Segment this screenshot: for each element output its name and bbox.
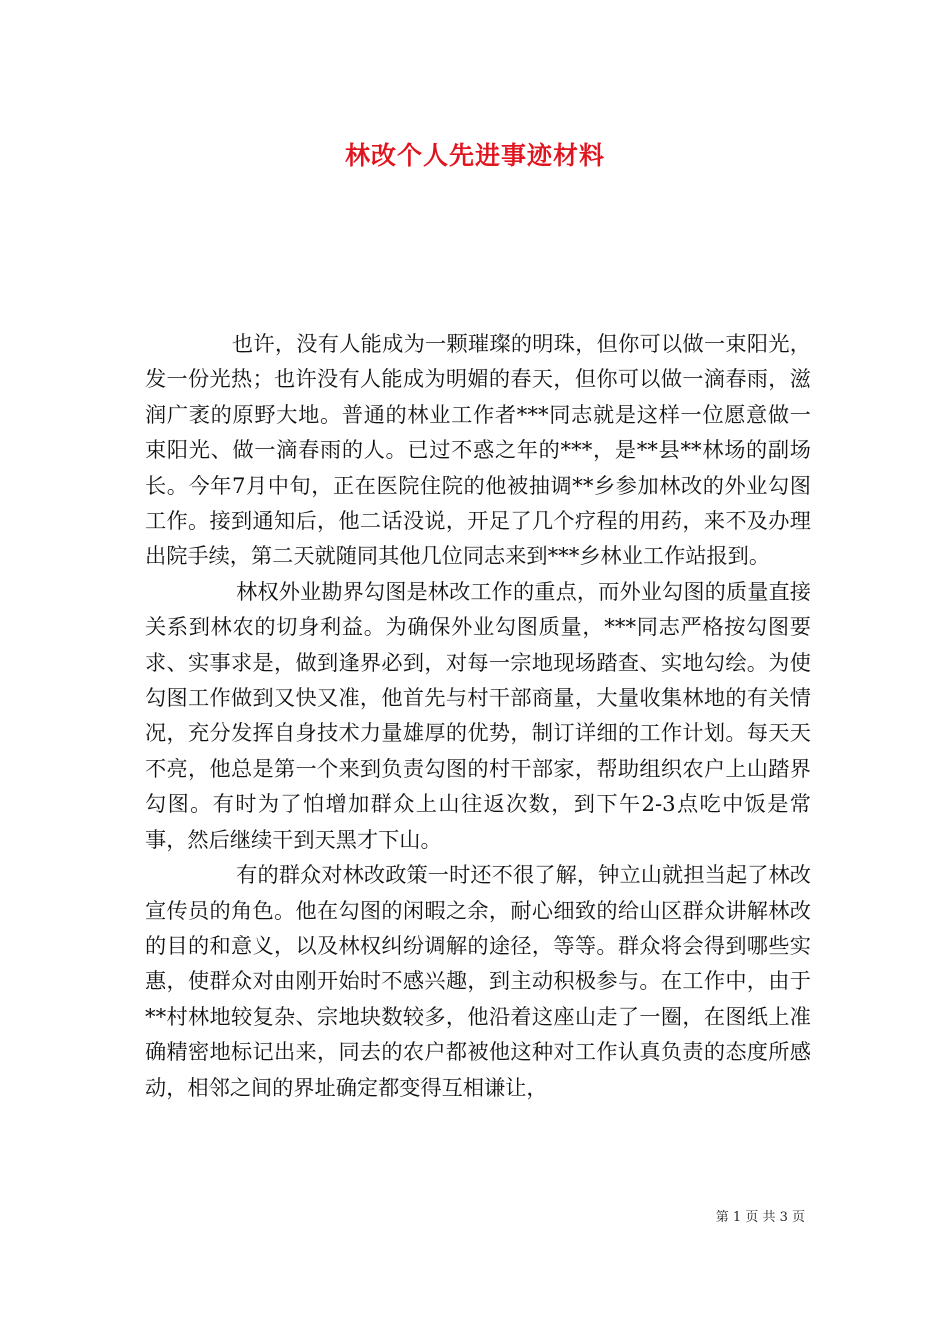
paragraph-2: 林权外业勘界勾图是林改工作的重点，而外业勾图的质量直接关系到林农的切身利益。为确保外业勾图质量，***同志严格按勾图要求、实事求是，做到逢界必到，对每一宗地现场踏查、实地勾绘。为使勾图工作做到又快又准，他首先与村干部商量，大量收集林地的有关情况，充分发挥自身技术力量雄厚的优势，制订详细的工作计划。每天天不亮，他总是第一个来到负责勾图的村干部家，帮助组织农户上山踏界勾图。有时为了怕增加群众上山往返次数，到下午2-3点吃中饭是常事，然后继续干到天黑才下山。 bbox=[145, 578, 811, 852]
document-title: 林改个人先进事迹材料 bbox=[344, 141, 605, 170]
paragraph-1: 也许，没有人能成为一颗璀璨的明珠，但你可以做一束阳光，发一份光热；也许没有人能成为明媚的春天，但你可以做一滴春雨，滋润广袤的原野大地。普通的林业工作者***同志就是这样一位愿意做一束阳光、做一滴春雨的人。已过不惑之年的***，是**县**林场的副场长。今年7月中旬，正在医院住院的他被抽调**乡参加林改的外业勾图工作。接到通知后，他二话没说，开足了几个疗程的用药，来不及办理出院手续，第二天就随同其他几位同志来到***乡林业工作站报到。 bbox=[145, 331, 811, 569]
page-number-footer: 第 1 页 共 3 页 bbox=[715, 1210, 805, 1225]
document-body bbox=[145, 326, 811, 1105]
paragraph-3: 有的群众对林改政策一时还不很了解，钟立山就担当起了林改宣传员的角色。他在勾图的闲暇之余，耐心细致的给山区群众讲解林改的目的和意义，以及林权纠纷调解的途径，等等。群众将会得到哪些实惠，使群众对由刚开始时不感兴趣，到主动积极参与。在工作中，由于**村林地较复杂、宗地块数较多，他沿着这座山走了一圈，在图纸上准确精密地标记出来，同去的农户都被他这种对工作认真负责的态度所感动，相邻之间的界址确定都变得互相谦让， bbox=[145, 862, 811, 1100]
